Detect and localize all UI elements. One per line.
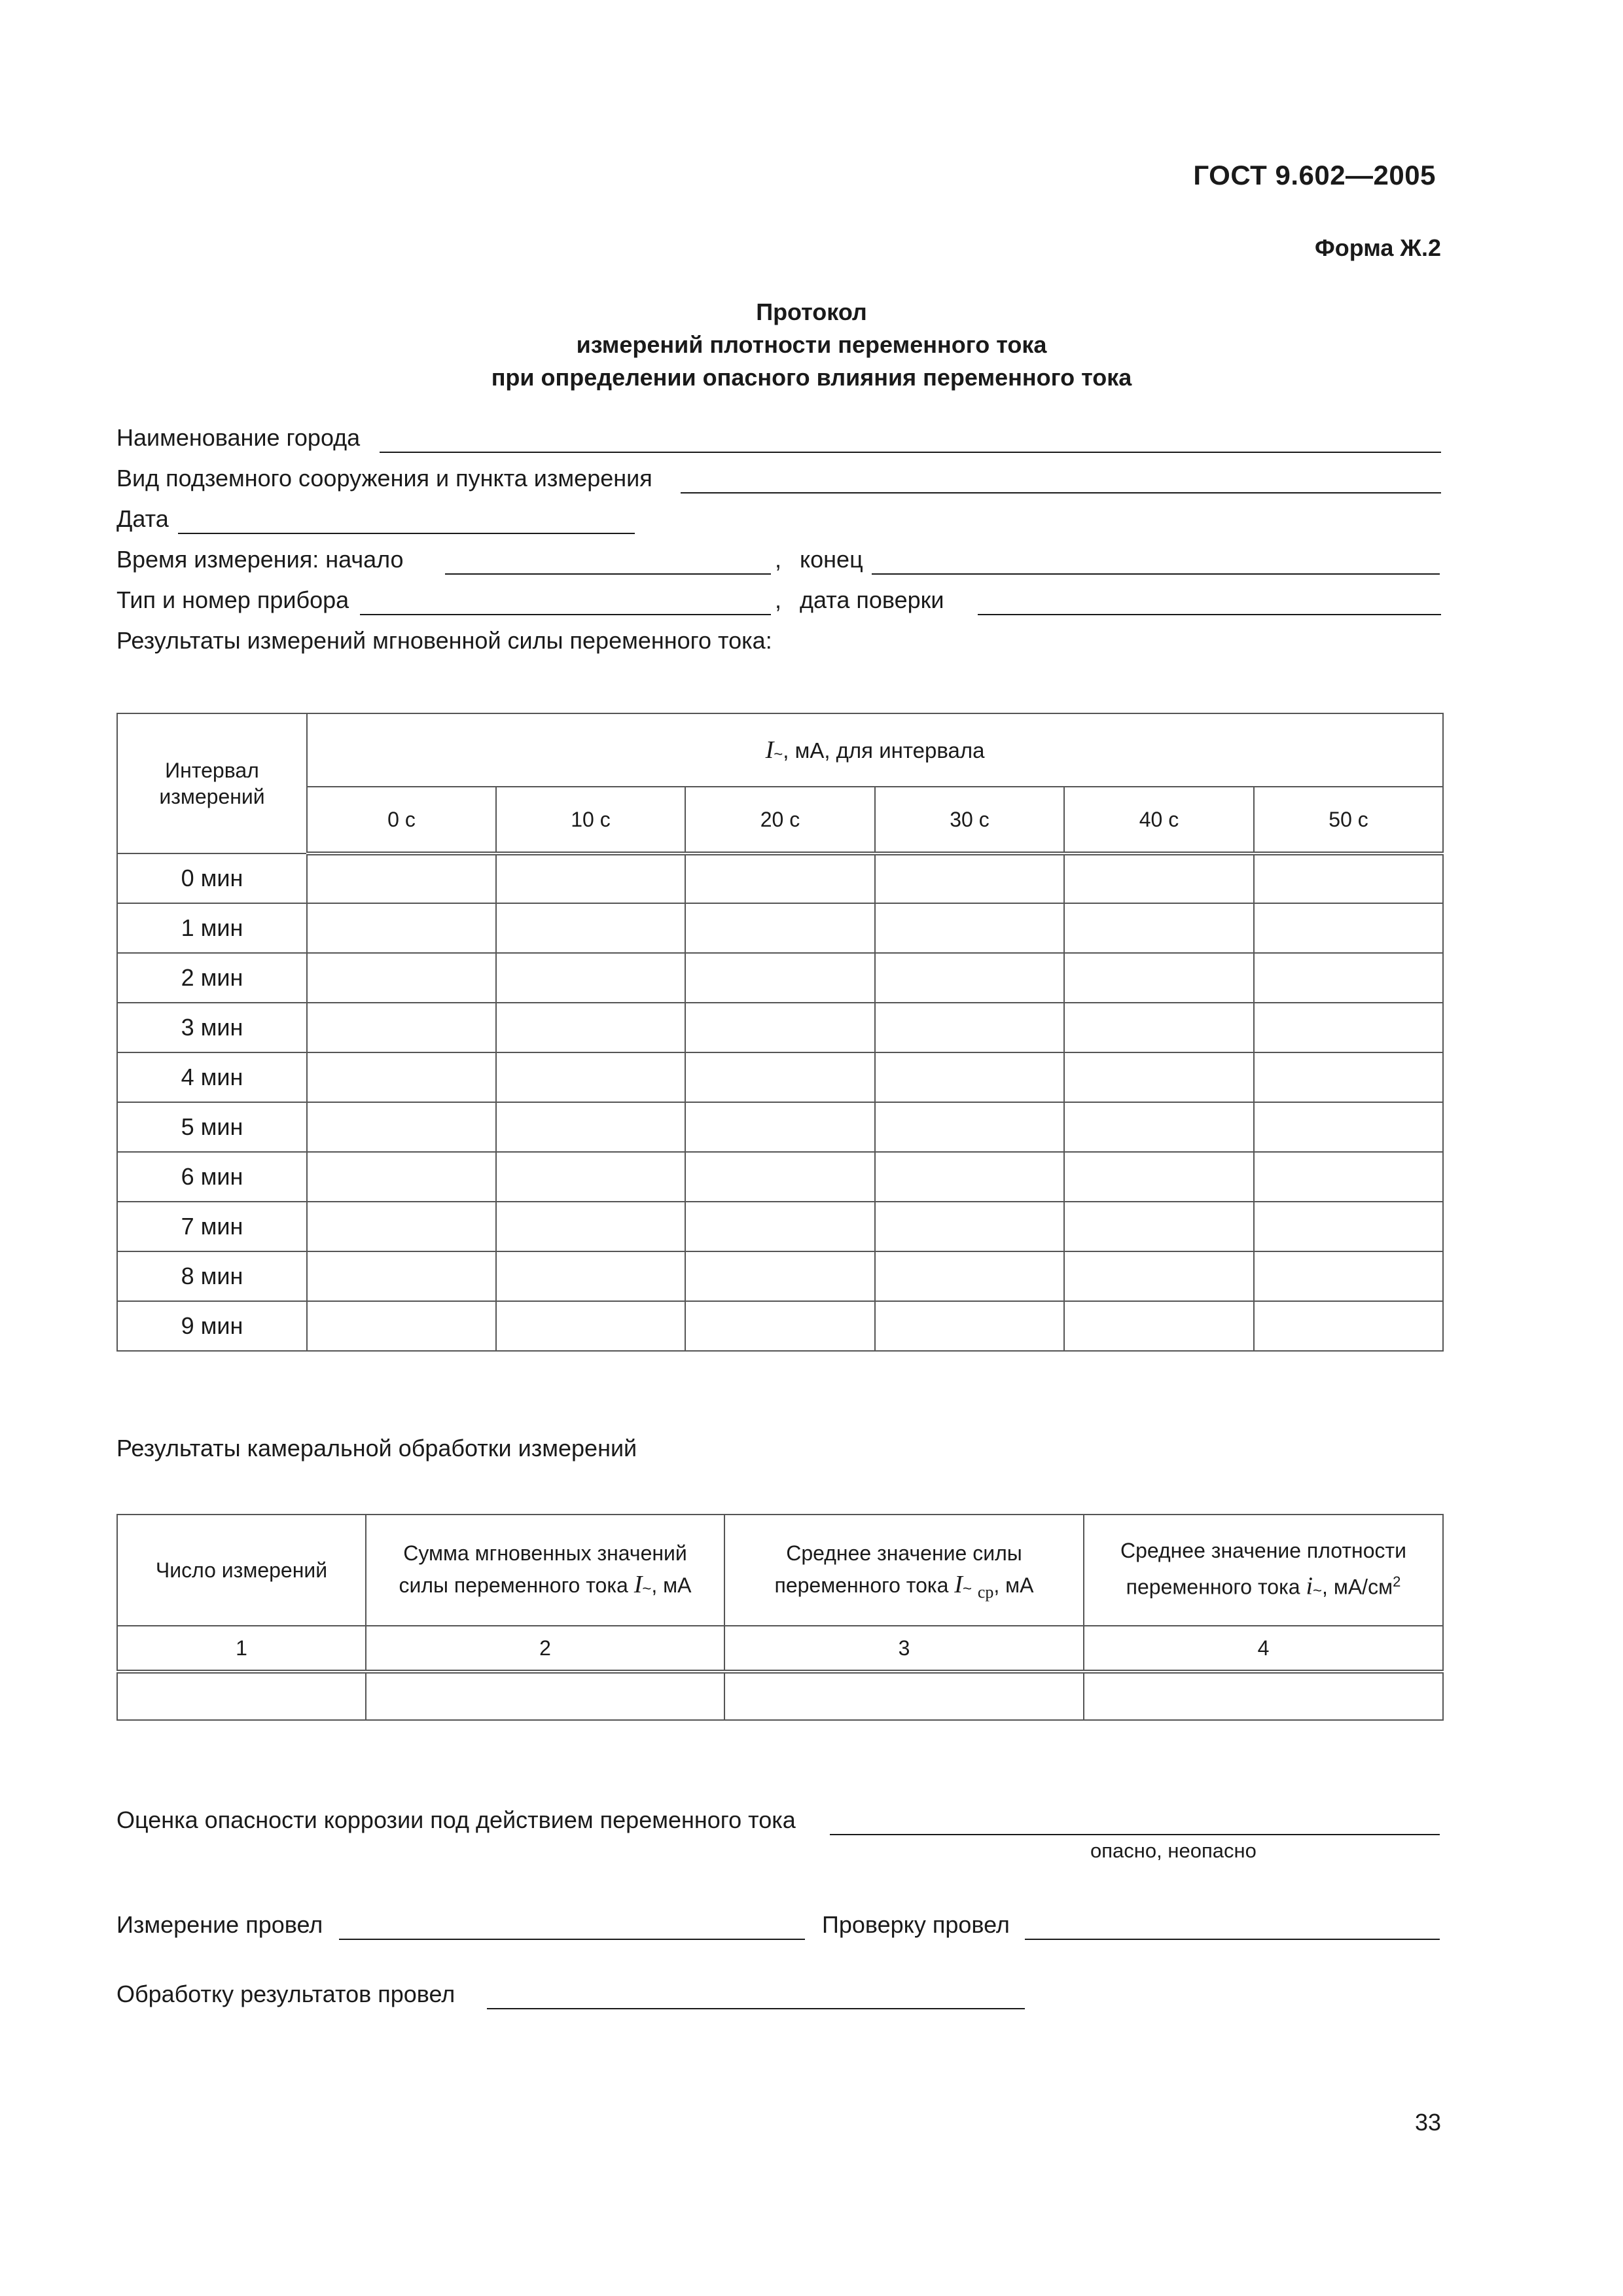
measurement-cell[interactable] [307, 1251, 496, 1301]
avg-density-unit: , мА/см [1322, 1575, 1393, 1599]
measurement-cell[interactable] [496, 1052, 685, 1102]
current-measurements-table [116, 713, 1444, 1352]
calibration-label: дата поверки [800, 586, 944, 613]
minute-row [117, 1052, 1443, 1102]
seconds-header: 20 с [685, 787, 875, 853]
minute-label: 7 мин [117, 1202, 307, 1251]
processed-by-label: Обработку результатов провел [116, 1981, 455, 2007]
seconds-header: 10 с [496, 787, 685, 853]
minute-label: 2 мин [117, 953, 307, 1003]
measurement-cell[interactable] [1254, 1251, 1443, 1301]
measurement-cell[interactable] [307, 1102, 496, 1152]
measurement-cell[interactable] [496, 953, 685, 1003]
measurement-cell[interactable] [685, 1251, 875, 1301]
measurements-body [117, 853, 1443, 1351]
processing-results-table [116, 1514, 1444, 1721]
interval-header: Интервал измерений [117, 713, 307, 853]
minute-row [117, 953, 1443, 1003]
measurement-cell[interactable] [875, 1003, 1064, 1052]
measurement-cell[interactable] [1064, 1301, 1254, 1351]
density-symbol: i [1306, 1572, 1313, 1600]
minute-row [117, 1152, 1443, 1202]
comma-separator: , [775, 546, 782, 573]
measurement-cell[interactable] [307, 853, 496, 903]
title-line-1: Протокол [756, 298, 867, 325]
results-intro: Результаты измерений мгновенной силы переменного тока: [116, 627, 772, 654]
avg-density-header [1084, 1515, 1443, 1626]
current-symbol: I [954, 1570, 963, 1598]
measurement-cell[interactable] [1254, 1301, 1443, 1351]
measurement-cell[interactable] [307, 1052, 496, 1102]
time-end-label: конец [800, 546, 863, 573]
measurement-cell[interactable] [1254, 1202, 1443, 1251]
measurement-cell[interactable] [685, 1052, 875, 1102]
measurement-cell[interactable] [1254, 953, 1443, 1003]
current-symbol: I [633, 1570, 643, 1598]
count-header: Число измерений [117, 1515, 366, 1626]
measurement-cell[interactable] [307, 1003, 496, 1052]
avg-current-cell[interactable] [724, 1672, 1084, 1720]
avg-current-line-1: Среднее значение силы [786, 1541, 1022, 1565]
column-number: 1 [117, 1626, 366, 1672]
assessment-note: опасно, неопасно [1090, 1839, 1257, 1862]
sum-cell[interactable] [366, 1672, 724, 1720]
minute-label: 4 мин [117, 1052, 307, 1102]
minute-row [117, 1202, 1443, 1251]
measurement-cell[interactable] [685, 1102, 875, 1152]
checked-by-label: Проверку провел [822, 1911, 1010, 1938]
minute-row [117, 853, 1443, 903]
calibration-input-line[interactable] [978, 614, 1441, 615]
measurement-cell[interactable] [1064, 1251, 1254, 1301]
measurement-cell[interactable] [875, 1102, 1064, 1152]
seconds-header: 50 с [1254, 787, 1443, 853]
measurement-cell[interactable] [875, 1152, 1064, 1202]
structure-label: Вид подземного сооружения и пункта измерения [116, 465, 652, 492]
measurement-cell[interactable] [1254, 1052, 1443, 1102]
unit-superscript: 2 [1393, 1573, 1401, 1590]
minute-label: 6 мин [117, 1152, 307, 1202]
measurement-cell[interactable] [496, 1152, 685, 1202]
measured-by-label: Измерение провел [116, 1911, 323, 1938]
date-input-line[interactable] [178, 533, 635, 534]
minute-label: 1 мин [117, 903, 307, 953]
measured-by-input-line[interactable] [339, 1939, 805, 1940]
measurement-cell[interactable] [875, 1301, 1064, 1351]
measurement-cell[interactable] [307, 1301, 496, 1351]
device-input-line[interactable] [360, 614, 771, 615]
time-start-label: Время измерения: начало [116, 546, 404, 573]
device-label: Тип и номер прибора [116, 586, 349, 613]
minute-row [117, 1301, 1443, 1351]
avg-density-line-1: Среднее значение плотности [1120, 1539, 1407, 1563]
measurement-cell[interactable] [685, 953, 875, 1003]
measurement-cell[interactable] [685, 903, 875, 953]
avg-current-header [724, 1515, 1084, 1626]
measurement-cell[interactable] [496, 1003, 685, 1052]
measurement-cell[interactable] [496, 1202, 685, 1251]
measurement-cell[interactable] [1064, 1102, 1254, 1152]
tilde-mark: ~ [642, 1579, 652, 1598]
measurement-cell[interactable] [685, 1202, 875, 1251]
seconds-header: 40 с [1064, 787, 1254, 853]
measurement-cell[interactable] [875, 1251, 1064, 1301]
measurement-cell[interactable] [875, 903, 1064, 953]
count-cell[interactable] [117, 1672, 366, 1720]
avg-density-cell[interactable] [1084, 1672, 1443, 1720]
column-number: 4 [1084, 1626, 1443, 1672]
minute-row [117, 903, 1443, 953]
avg-current-line-2: переменного тока [774, 1573, 949, 1597]
title-line-2: измерений плотности переменного тока [576, 331, 1047, 358]
structure-input-line[interactable] [681, 492, 1441, 493]
city-input-line[interactable] [380, 452, 1441, 453]
sum-header-line-1: Сумма мгновенных значений [403, 1541, 687, 1565]
tilde-mark: ~ [962, 1579, 972, 1598]
assessment-label: Оценка опасности коррозии под действием переменного тока [116, 1806, 796, 1833]
measurement-cell[interactable] [307, 953, 496, 1003]
measurement-cell[interactable] [1064, 953, 1254, 1003]
city-label: Наименование города [116, 424, 361, 451]
minute-label: 0 мин [117, 853, 307, 903]
comma-separator: , [775, 586, 782, 613]
processing-title: Результаты камеральной обработки измерений [116, 1435, 637, 1462]
measurement-cell[interactable] [685, 1003, 875, 1052]
form-number: Форма Ж.2 [1315, 234, 1441, 261]
minute-row [117, 1003, 1443, 1052]
sum-header [366, 1515, 724, 1626]
measurement-cell[interactable] [875, 853, 1064, 903]
sum-unit: , мА [651, 1573, 692, 1597]
measurement-cell[interactable] [496, 1301, 685, 1351]
avg-current-unit: , мА [993, 1573, 1034, 1597]
measurement-cell[interactable] [1254, 1152, 1443, 1202]
tilde-mark: ~ [1313, 1581, 1323, 1600]
sum-header-line-2: силы переменного тока [399, 1573, 628, 1597]
measurement-cell[interactable] [496, 903, 685, 953]
measurement-cell[interactable] [1064, 1202, 1254, 1251]
measurement-cell[interactable] [875, 953, 1064, 1003]
measurement-cell[interactable] [1254, 853, 1443, 903]
measurement-cell[interactable] [685, 853, 875, 903]
assessment-input-line[interactable] [830, 1834, 1440, 1835]
measurement-cell[interactable] [875, 1052, 1064, 1102]
measurement-cell[interactable] [685, 1301, 875, 1351]
page-number: 33 [1414, 2109, 1441, 2136]
column-number: 3 [724, 1626, 1084, 1672]
current-symbol: I [765, 736, 774, 764]
minute-label: 3 мин [117, 1003, 307, 1052]
title-line-3: при определении опасного влияния переменного тока [491, 364, 1132, 391]
minute-label: 8 мин [117, 1251, 307, 1301]
avg-density-line-2: переменного тока [1126, 1575, 1300, 1599]
date-label: Дата [116, 505, 169, 532]
measurement-cell[interactable] [496, 1102, 685, 1152]
measurement-cell[interactable] [875, 1202, 1064, 1251]
minute-label: 9 мин [117, 1301, 307, 1351]
current-header [307, 713, 1443, 787]
column-number: 2 [366, 1626, 724, 1672]
measurement-cell[interactable] [685, 1152, 875, 1202]
minute-row [117, 1102, 1443, 1152]
checked-by-input-line[interactable] [1025, 1939, 1440, 1940]
seconds-header: 30 с [875, 787, 1064, 853]
measurement-cell[interactable] [1064, 1003, 1254, 1052]
time-end-input-line[interactable] [872, 573, 1440, 575]
measurement-cell[interactable] [1064, 1152, 1254, 1202]
measurement-cell[interactable] [496, 1251, 685, 1301]
tilde-mark: ~ [774, 745, 783, 763]
document-title [0, 296, 1623, 394]
minute-row [117, 1251, 1443, 1301]
measurement-cell[interactable] [1254, 1102, 1443, 1152]
measurement-cell[interactable] [1254, 903, 1443, 953]
measurement-cell[interactable] [1064, 1052, 1254, 1102]
standard-number: ГОСТ 9.602—2005 [1193, 160, 1436, 190]
measurement-cell[interactable] [1064, 903, 1254, 953]
seconds-header: 0 с [307, 787, 496, 853]
measurement-cell[interactable] [496, 853, 685, 903]
time-start-input-line[interactable] [445, 573, 771, 575]
measurement-cell[interactable] [1254, 1003, 1443, 1052]
measurement-cell[interactable] [1064, 853, 1254, 903]
measurement-cell[interactable] [307, 903, 496, 953]
average-subscript: ср [977, 1582, 994, 1602]
processed-by-input-line[interactable] [487, 2008, 1025, 2009]
minute-label: 5 мин [117, 1102, 307, 1152]
current-header-text: , мА, для интервала [783, 738, 985, 762]
measurement-cell[interactable] [307, 1152, 496, 1202]
measurement-cell[interactable] [307, 1202, 496, 1251]
